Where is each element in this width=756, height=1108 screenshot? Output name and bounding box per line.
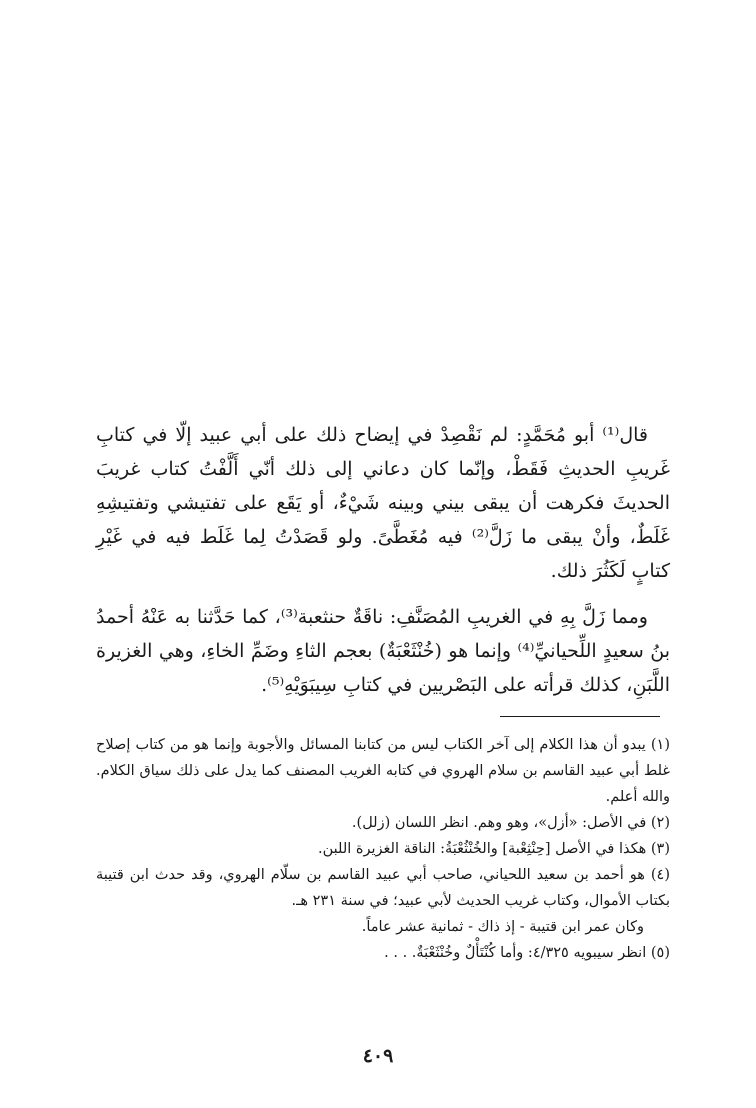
footnote-text: انظر سيبويه ٤/٣٢٥: وأما كُنْتَأْلٌ وخُنْثَعْبَةٌ. . . . [384, 945, 647, 961]
footnote-number: (٥) [650, 945, 670, 961]
footnote-1 [96, 732, 670, 810]
footnote-number: (١) [650, 737, 671, 753]
footnote-number: (٣) [650, 841, 670, 857]
footnote-2 [96, 810, 670, 836]
footnote-divider [500, 716, 660, 717]
footnote-4-continuation: وكان عمر ابن قتيبة - إذ ذاك - ثمانية عشر عاماً. [361, 919, 644, 935]
footnotes [96, 732, 670, 966]
footnote-text: هكذا في الأصل [حِنْثِعْبة] والخُنْثُعْبَةُ: الناقة الغزيرة اللبن. [318, 841, 647, 857]
main-paragraph-1: قال⁽¹⁾ أبو مُحَمَّدٍ: لم نَقْصِدْ في إيضاح ذلك على أبي عبيد إلّا في كتابِ غَريبِ الحديثِ فَقَطْ، وإنّما كان دعاني إلى ذلك أنّي أَلَّفْتُ كتاب غريبَ الحديثَ فكرهت أن يبقى بيني وبينه شَيْءٌ، أو يَقَع على تفتيشي وتفتيشِهِ غَلَطٌ، وأنْ يبقى ما زَلَّ⁽²⁾ فيه مُغَطَّىً. ولو قَصَدْتُ لِما غَلَط فيه في غَيْرِ كتابٍ لَكَثُرَ ذلك. [96, 424, 670, 582]
footnote-text: يبدو أن هذا الكلام إلى آخر الكتاب ليس من كتابنا المسائل والأجوبة وإنما هو من كتاب إصلاح غلط أبي عبيد القاسم بن سلام الهروي في كتابه الغريب المصنف كما يدل على ذلك سياق الكلام. والله أعلم. [96, 737, 670, 805]
footnote-5 [96, 940, 670, 966]
footnote-text: هو أحمد بن سعيد اللحياني، صاحب أبي عبيد القاسم بن سلّام الهروي، وقد حدث ابن قتيبة بكتاب الأموال، وكتاب غريب الحديث لأبي عبيد؛ في سنة ٢٣١ هـ. [96, 867, 670, 909]
main-paragraph-2: ومما زَلَّ بِهِ في الغريبِ المُصَنَّفِ: ناقَةٌ حنثعبة⁽³⁾، كما حَدَّثنا به عَنْهُ أحمدُ بنُ سعيدٍ اللِّحيانيِّ⁽⁴⁾ وإنما هو (خُنْثَعْبَةٌ) بعجم الثاءِ وضَمِّ الخاءِ، وهي الغزيرة اللَّبَنِ، كذلك قرأته على البَصْريين في كتابِ سِيبَوَيْهِ⁽⁵⁾. [96, 606, 670, 696]
footnote-text: في الأصل: «أزل»، وهو وهم. انظر اللسان (زلل). [351, 815, 647, 831]
footnote-number: (٤) [650, 867, 671, 883]
footnote-number: (٢) [650, 815, 670, 831]
main-text [96, 418, 670, 702]
footnote-3 [96, 836, 670, 862]
footnote-4 [96, 862, 670, 914]
page-number: ٤٠٩ [362, 1045, 394, 1067]
